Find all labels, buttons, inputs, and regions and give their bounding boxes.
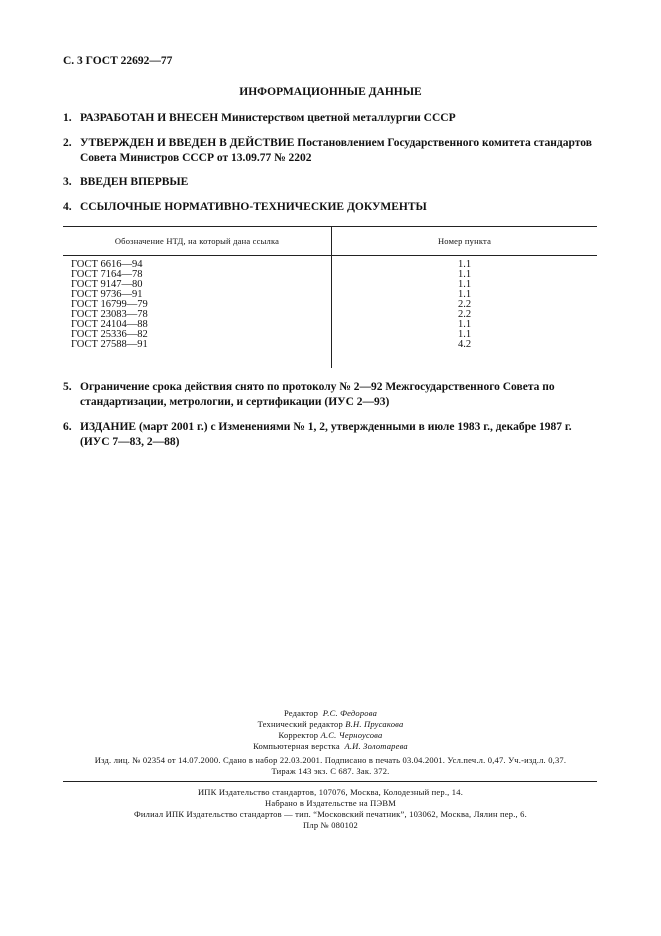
- info-item-6: [63, 420, 603, 450]
- item-text: [80, 175, 603, 190]
- page-header: С. 3 ГОСТ 22692—77: [63, 55, 173, 67]
- credit-line: [0, 708, 661, 719]
- references-table: [63, 226, 597, 368]
- item-number: 6.: [63, 421, 72, 433]
- cell-document: ГОСТ 6616—94: [63, 256, 332, 271]
- info-item-1: [63, 111, 603, 126]
- item-lead: ИЗДАНИЕ: [80, 421, 137, 433]
- table-row: [63, 340, 597, 368]
- column-header-clause: Номер пункта: [332, 227, 598, 256]
- credit-role: Компьютерная верстка: [253, 741, 340, 751]
- cell-document: ГОСТ 24104—88: [63, 320, 332, 330]
- item-lead: РАЗРАБОТАН И ВНЕСЕН: [80, 112, 219, 124]
- info-item-5: [63, 380, 603, 410]
- item-text: Ограничение срока действия снято по протоколу № 2—92 Межгосударственного Совета по стандартизации, метрологии, и сертификации (ИУС 2—93): [80, 381, 555, 408]
- cell-document: ГОСТ 9147—80: [63, 280, 332, 290]
- divider: [63, 781, 597, 782]
- publisher-line: Плр № 080102: [303, 820, 358, 830]
- credit-line: [0, 730, 661, 741]
- item-rest: (март 2001 г.) с Изменениями № 1, 2, утвержденными в июле 1983 г., декабре 1987 г. (ИУС 7—83, 2—88): [80, 421, 572, 448]
- item-lead: ВВЕДЕН ВПЕРВЫЕ: [80, 176, 189, 188]
- cell-clause: 4.2: [457, 339, 472, 350]
- item-lead: УТВЕРЖДЕН И ВВЕДЕН В ДЕЙСТВИЕ: [80, 137, 295, 149]
- cell-document: ГОСТ 25336—82: [63, 330, 332, 340]
- credit-name: Р.С. Федорова: [322, 708, 378, 718]
- item-number: 2.: [63, 137, 72, 149]
- cell-clause: 1.1: [457, 279, 472, 290]
- cell-clause: 1.1: [457, 329, 472, 340]
- publication-info: [0, 755, 661, 777]
- item-number: 1.: [63, 112, 72, 124]
- cell-clause: 1.1: [457, 269, 472, 280]
- publisher-line: Набрано в Издательстве на ПЭВМ: [265, 798, 396, 808]
- credit-role: Редактор: [283, 708, 319, 718]
- credit-role: Технический редактор: [257, 719, 343, 729]
- info-item-2: [63, 136, 603, 166]
- credit-line: [0, 741, 661, 752]
- item-number: 5.: [63, 381, 72, 393]
- item-text: [80, 200, 603, 215]
- table-header-row: [63, 227, 597, 256]
- cell-document: ГОСТ 7164—78: [63, 270, 332, 280]
- table-row: [63, 280, 597, 290]
- credit-name: В.Н. Прусакова: [345, 719, 404, 729]
- info-item-4: [63, 200, 603, 215]
- section-title: ИНФОРМАЦИОННЫЕ ДАННЫЕ: [239, 86, 422, 98]
- cell-clause: 1.1: [457, 259, 472, 270]
- credit-role: Корректор: [278, 730, 319, 740]
- item-number: 4.: [63, 201, 72, 213]
- publisher-line: ИПК Издательство стандартов, 107076, Москва, Колодезный пер., 14.: [197, 787, 464, 797]
- table-row: [63, 256, 597, 271]
- item-text: [80, 420, 603, 450]
- info-item-3: [63, 175, 603, 190]
- item-text: [80, 111, 603, 126]
- item-number: 3.: [63, 176, 72, 188]
- cell-clause: 1.1: [457, 319, 472, 330]
- credit-name: А.С. Черноусова: [320, 730, 383, 740]
- publication-info-line: Изд. лиц. № 02354 от 14.07.2000. Сдано в набор 22.03.2001. Подписано в печать 03.04.2001. Усл.печ.л. 0,47. Уч.-изд.л. 0,37.: [94, 755, 567, 765]
- cell-clause: 2.2: [457, 309, 472, 320]
- column-header-document: Обозначение НТД, на который дана ссылка: [63, 227, 332, 256]
- item-lead: ССЫЛОЧНЫЕ НОРМАТИВНО-ТЕХНИЧЕСКИЕ ДОКУМЕНТЫ: [80, 201, 427, 213]
- publication-info-line: Тираж 143 экз. С 687. Зак. 372.: [271, 766, 390, 776]
- publisher-line: Филиал ИПК Издательство стандартов — тип. “Московский печатник”, 103062, Москва, Лялин пер., 6.: [134, 809, 527, 819]
- credit-name: А.И. Золотарева: [344, 741, 408, 751]
- credit-line: [0, 719, 661, 730]
- cell-document: ГОСТ 23083—78: [63, 310, 332, 320]
- cell-document: ГОСТ 27588—91: [63, 340, 332, 368]
- cell-document: ГОСТ 16799—79: [63, 300, 332, 310]
- cell-clause: 1.1: [457, 289, 472, 300]
- item-rest: Постановлением Государственного комитета стандартов Совета Министров СССР от 13.09.77 № 2202: [80, 137, 592, 164]
- credits-block: [0, 708, 661, 752]
- cell-document: ГОСТ 9736—91: [63, 290, 332, 300]
- cell-clause: 2.2: [457, 299, 472, 310]
- publisher-info: [0, 787, 661, 831]
- item-text: [80, 136, 603, 166]
- table-row: [63, 270, 597, 280]
- item-rest: Министерством цветной металлургии СССР: [221, 112, 456, 124]
